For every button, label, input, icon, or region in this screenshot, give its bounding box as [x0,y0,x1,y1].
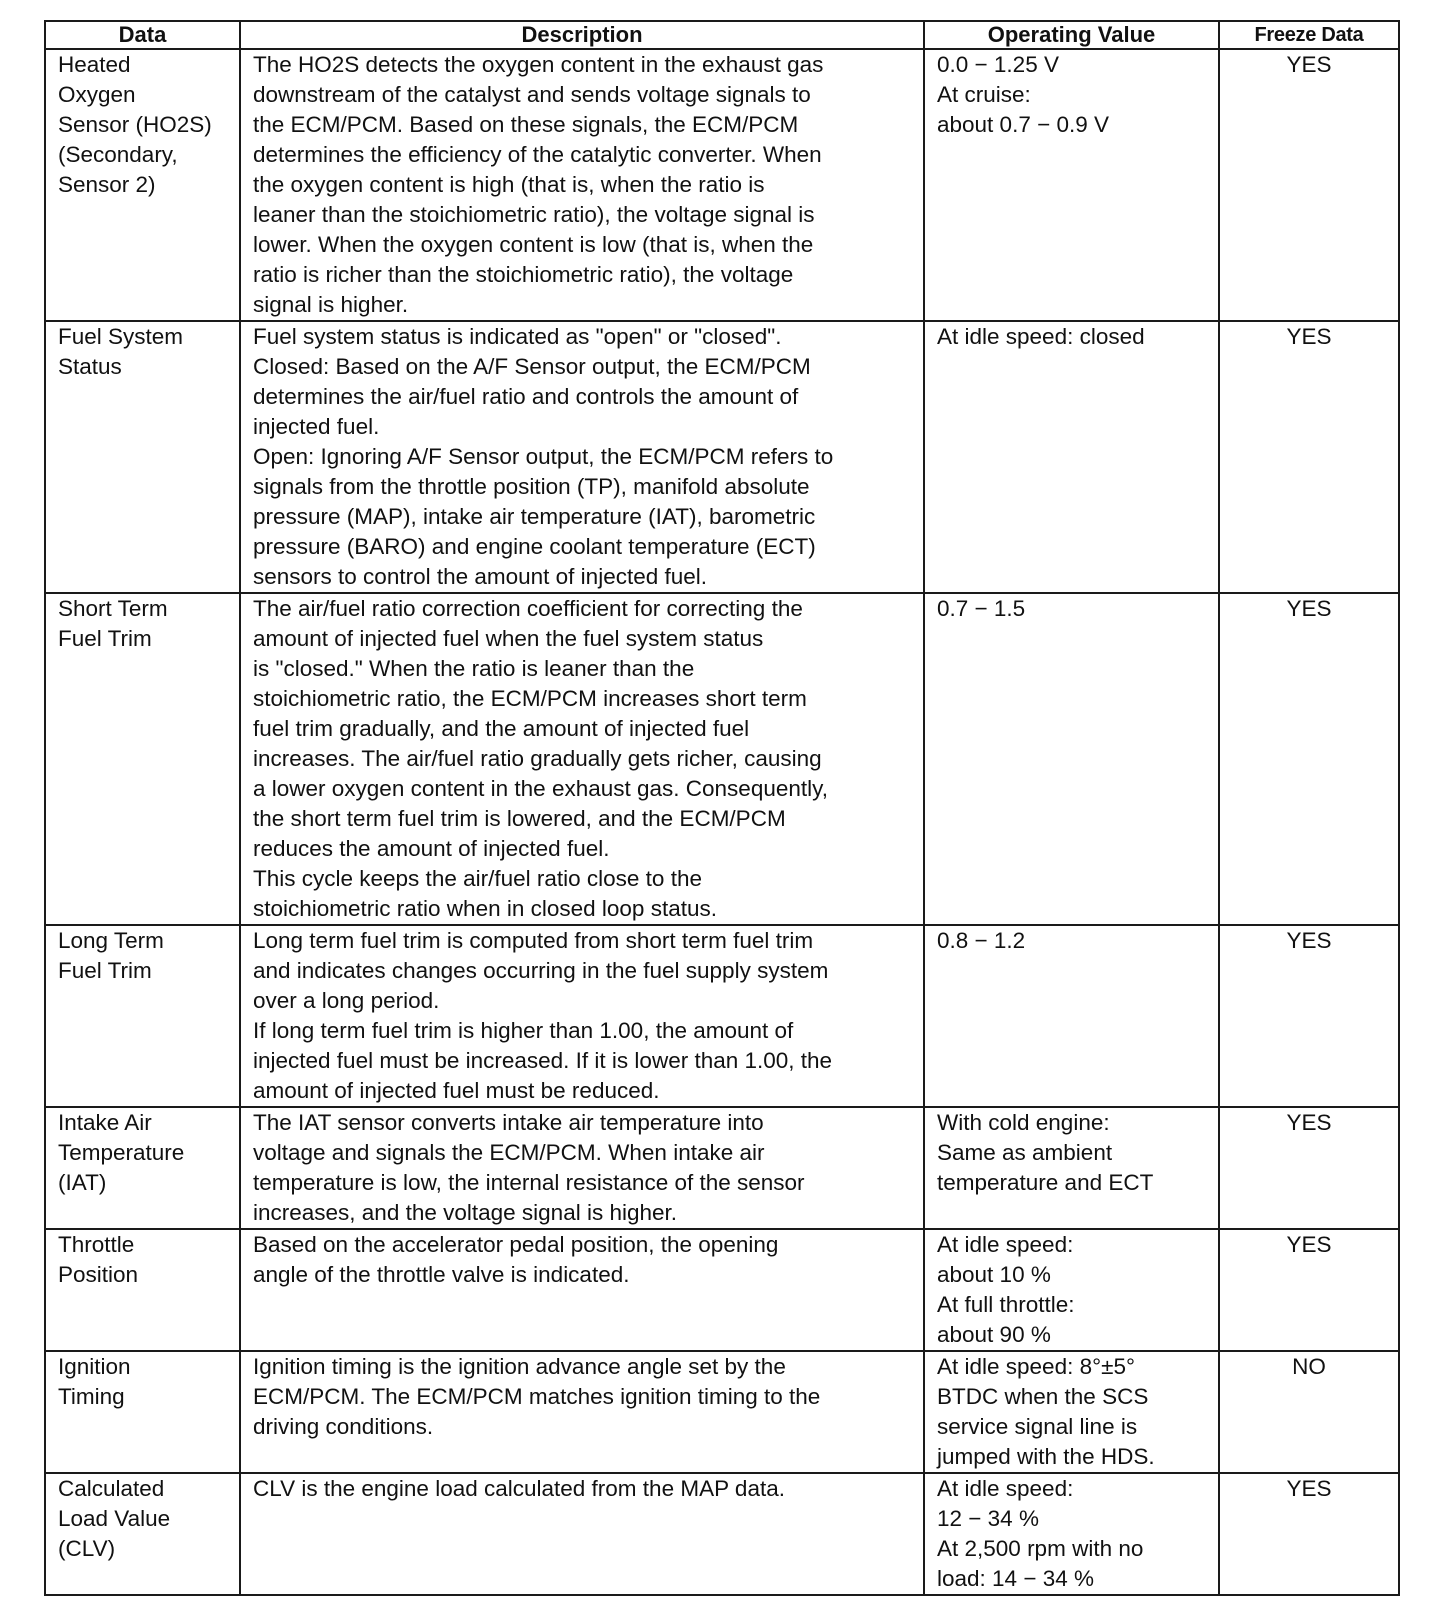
cell-data [45,925,240,1107]
cell-data-line: (IAT) [58,1170,107,1195]
cell-description-line: This cycle keeps the air/fuel ratio close to the [253,866,702,891]
cell-description-line: If long term fuel trim is higher than 1.00, the amount of [253,1018,794,1043]
cell-description-line: increases, and the voltage signal is higher. [253,1200,678,1225]
cell-description-line: The HO2S detects the oxygen content in the exhaust gas [253,52,824,77]
cell-description [240,321,924,593]
cell-operating-value-line: At idle speed: [937,1476,1074,1501]
cell-operating-value [924,593,1219,925]
cell-description-line: ECM/PCM. The ECM/PCM matches ignition timing to the [253,1384,821,1409]
cell-data [45,1351,240,1473]
cell-freeze-data: YES [1219,1107,1399,1229]
cell-data [45,321,240,593]
cell-description [240,49,924,321]
cell-operating-value-line: At idle speed: [937,1232,1074,1257]
cell-description [240,925,924,1107]
cell-description-line: The IAT sensor converts intake air temperature into [253,1110,764,1135]
cell-description-line: downstream of the catalyst and sends voltage signals to [253,82,811,107]
cell-description-line: signal is higher. [253,292,409,317]
cell-description-line: Open: Ignoring A/F Sensor output, the ECM/PCM refers to [253,444,834,469]
cell-data [45,1107,240,1229]
cell-description [240,1473,924,1595]
cell-data-line: Oxygen [58,82,136,107]
cell-description-line: fuel trim gradually, and the amount of injected fuel [253,716,750,741]
cell-operating-value-line: about 90 % [937,1322,1051,1347]
cell-description-line: The air/fuel ratio correction coefficient for correcting the [253,596,803,621]
cell-data-line: Sensor 2) [58,172,156,197]
cell-description-line: the oxygen content is high (that is, when the ratio is [253,172,765,197]
cell-operating-value-line: BTDC when the SCS [937,1384,1149,1409]
table-row [45,925,1399,1107]
cell-operating-value [924,1473,1219,1595]
cell-description-line: leaner than the stoichiometric ratio), the voltage signal is [253,202,815,227]
cell-description-line: determines the efficiency of the catalytic converter. When [253,142,822,167]
cell-description-line: pressure (BARO) and engine coolant temperature (ECT) [253,534,816,559]
cell-operating-value-line: 12 − 34 % [937,1506,1039,1531]
cell-description-line: the ECM/PCM. Based on these signals, the ECM/PCM [253,112,799,137]
cell-description-line: determines the air/fuel ratio and controls the amount of [253,384,799,409]
cell-description-line: Long term fuel trim is computed from short term fuel trim [253,928,814,953]
cell-data [45,49,240,321]
cell-description-line: reduces the amount of injected fuel. [253,836,610,861]
cell-operating-value-line: 0.0 − 1.25 V [937,52,1059,77]
cell-operating-value-line: service signal line is [937,1414,1138,1439]
table-row [45,593,1399,925]
cell-description-line: driving conditions. [253,1414,434,1439]
table-row [45,1107,1399,1229]
cell-operating-value-line: At cruise: [937,82,1031,107]
cell-freeze-data: YES [1219,925,1399,1107]
cell-operating-value-line: At idle speed: 8°±5° [937,1354,1135,1379]
cell-description-line: a lower oxygen content in the exhaust gas. Consequently, [253,776,828,801]
cell-operating-value [924,1229,1219,1351]
cell-operating-value [924,321,1219,593]
cell-description-line: injected fuel. [253,414,380,439]
cell-description-line: temperature is low, the internal resistance of the sensor [253,1170,805,1195]
cell-freeze-data: NO [1219,1351,1399,1473]
freeze-data-table [44,20,1400,1596]
cell-data-line: Load Value [58,1506,171,1531]
cell-data-line: Status [58,354,122,379]
cell-description [240,1351,924,1473]
cell-description-line: Closed: Based on the A/F Sensor output, the ECM/PCM [253,354,811,379]
cell-description-line: increases. The air/fuel ratio gradually gets richer, causing [253,746,822,771]
cell-description-line: angle of the throttle valve is indicated. [253,1262,630,1287]
cell-data-line: Intake Air [58,1110,152,1135]
table-row [45,1229,1399,1351]
cell-freeze-data: YES [1219,49,1399,321]
cell-data-line: Heated [58,52,131,77]
cell-operating-value [924,925,1219,1107]
cell-data-line: Sensor (HO2S) [58,112,212,137]
cell-operating-value-line: At 2,500 rpm with no [937,1536,1144,1561]
cell-description-line: Fuel system status is indicated as "open" or "closed". [253,324,782,349]
cell-data-line: Fuel Trim [58,626,152,651]
header-row [45,21,1399,49]
cell-description [240,1229,924,1351]
cell-freeze-data: YES [1219,321,1399,593]
cell-operating-value-line: Same as ambient [937,1140,1113,1165]
cell-description [240,593,924,925]
cell-description-line: voltage and signals the ECM/PCM. When intake air [253,1140,765,1165]
cell-data-line: Fuel System [58,324,184,349]
cell-description-line: Based on the accelerator pedal position, the opening [253,1232,779,1257]
cell-description-line: and indicates changes occurring in the fuel supply system [253,958,829,983]
table-body [45,49,1399,1595]
cell-description-line: over a long period. [253,988,440,1013]
cell-operating-value-line: about 0.7 − 0.9 V [937,112,1110,137]
table-row [45,1351,1399,1473]
cell-data-line: Long Term [58,928,164,953]
header-freeze-data: Freeze Data [1219,21,1399,49]
cell-operating-value [924,1107,1219,1229]
cell-data-line: (Secondary, [58,142,178,167]
cell-data-line: Throttle [58,1232,135,1257]
cell-freeze-data: YES [1219,1473,1399,1595]
cell-description-line: CLV is the engine load calculated from the MAP data. [253,1476,785,1501]
cell-data [45,593,240,925]
table-row [45,49,1399,321]
cell-description-line: stoichiometric ratio, the ECM/PCM increases short term [253,686,807,711]
cell-description-line: pressure (MAP), intake air temperature (IAT), barometric [253,504,816,529]
cell-data-line: Fuel Trim [58,958,152,983]
cell-description-line: the short term fuel trim is lowered, and the ECM/PCM [253,806,786,831]
cell-description-line: ratio is richer than the stoichiometric ratio), the voltage [253,262,794,287]
cell-operating-value-line: temperature and ECT [937,1170,1154,1195]
cell-data-line: (CLV) [58,1536,116,1561]
cell-operating-value-line: At full throttle: [937,1292,1075,1317]
cell-freeze-data: YES [1219,593,1399,925]
cell-operating-value-line: jumped with the HDS. [937,1444,1155,1469]
cell-description-line: stoichiometric ratio when in closed loop status. [253,896,717,921]
table-row [45,321,1399,593]
cell-description-line: lower. When the oxygen content is low (that is, when the [253,232,814,257]
cell-operating-value-line: At idle speed: closed [937,324,1145,349]
cell-description-line: is "closed." When the ratio is leaner than the [253,656,695,681]
cell-freeze-data: YES [1219,1229,1399,1351]
table-row [45,1473,1399,1595]
cell-description [240,1107,924,1229]
cell-data-line: Timing [58,1384,125,1409]
cell-operating-value [924,1351,1219,1473]
cell-description-line: signals from the throttle position (TP), manifold absolute [253,474,810,499]
cell-data [45,1473,240,1595]
cell-data-line: Calculated [58,1476,165,1501]
header-description: Description [240,21,924,49]
cell-operating-value-line: 0.7 − 1.5 [937,596,1026,621]
cell-operating-value-line: load: 14 − 34 % [937,1566,1094,1591]
cell-data-line: Short Term [58,596,168,621]
header-operating-value: Operating Value [924,21,1219,49]
cell-description-line: Ignition timing is the ignition advance angle set by the [253,1354,786,1379]
cell-description-line: amount of injected fuel must be reduced. [253,1078,660,1103]
cell-data-line: Position [58,1262,139,1287]
data-table-container [44,20,1398,1596]
cell-operating-value-line: With cold engine: [937,1110,1110,1135]
cell-description-line: amount of injected fuel when the fuel system status [253,626,764,651]
cell-data [45,1229,240,1351]
cell-operating-value [924,49,1219,321]
cell-data-line: Ignition [58,1354,131,1379]
cell-description-line: injected fuel must be increased. If it is lower than 1.00, the [253,1048,833,1073]
cell-operating-value-line: 0.8 − 1.2 [937,928,1026,953]
header-data: Data [45,21,240,49]
cell-data-line: Temperature [58,1140,185,1165]
cell-description-line: sensors to control the amount of injected fuel. [253,564,708,589]
cell-operating-value-line: about 10 % [937,1262,1051,1287]
